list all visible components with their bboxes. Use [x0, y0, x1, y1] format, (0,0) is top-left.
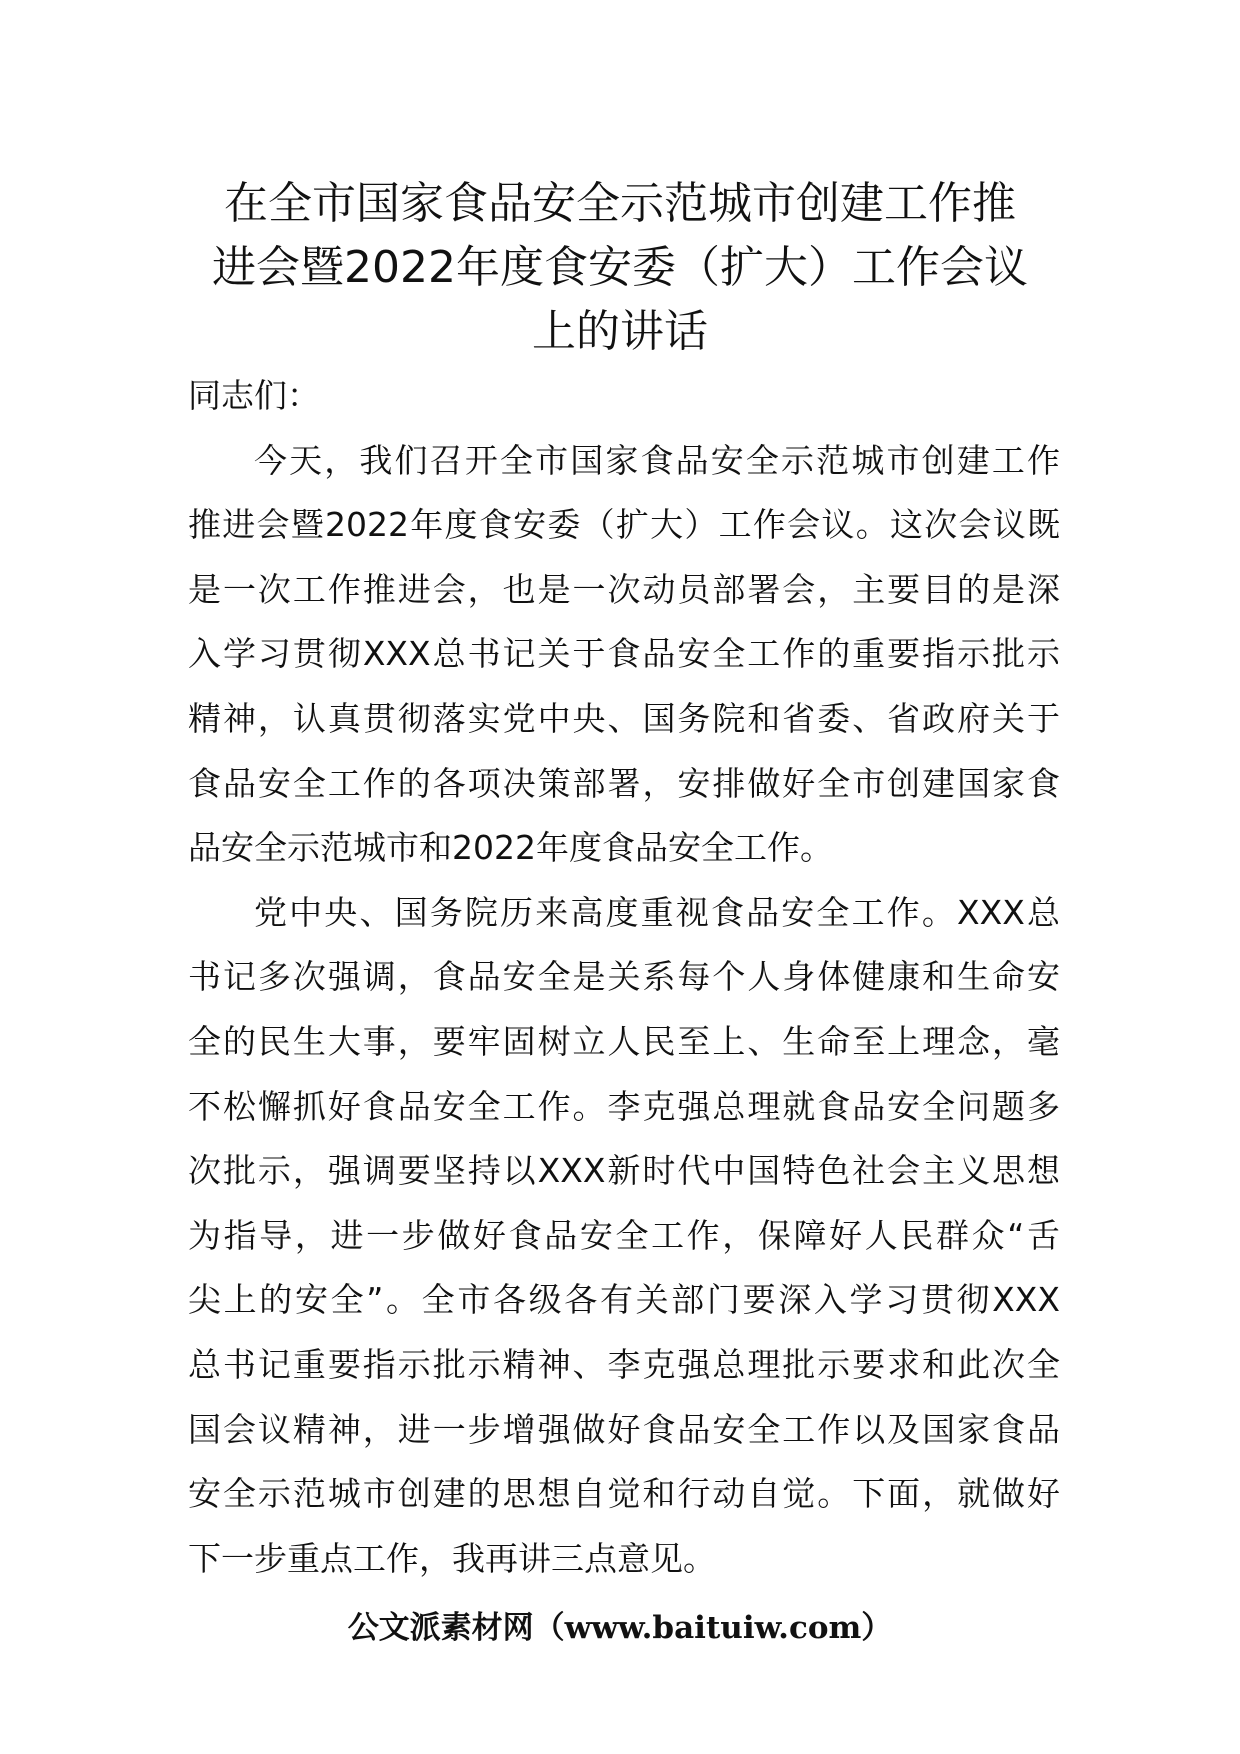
paragraph-line: 入学习贯彻XXX总书记关于食品安全工作的重要指示批示: [188, 634, 1060, 674]
salutation: 同志们：: [188, 376, 320, 415]
paragraph-line: 国会议精神，进一步增强做好食品安全工作以及国家食品: [188, 1409, 1060, 1449]
paragraph-line: 下一步重点工作，我再讲三点意见。: [188, 1538, 716, 1578]
paragraph-line: 今天，我们召开全市国家食品安全示范城市创建工作: [254, 440, 1060, 480]
title-line-2: 进会暨2022年度食安委（扩大）工作会议: [212, 242, 1028, 293]
paragraph-line: 品安全示范城市和2022年度食品安全工作。: [188, 828, 833, 868]
footer-watermark: 公文派素材网（www.baituiw.com）: [347, 1610, 893, 1646]
paragraph-line: 党中央、国务院历来高度重视食品安全工作。XXX总: [254, 892, 1060, 932]
paragraph-line: 推进会暨2022年度食安委（扩大）工作会议。这次会议既: [188, 505, 1060, 545]
paragraph-line: 是一次工作推进会，也是一次动员部署会，主要目的是深: [188, 569, 1060, 609]
document-body: [188, 364, 1060, 1591]
paragraph-line: 安全示范城市创建的思想自觉和行动自觉。下面，就做好: [188, 1474, 1060, 1514]
paragraph-1: [188, 429, 1060, 881]
document-title: [170, 172, 1070, 364]
paragraph-line: 书记多次强调，食品安全是关系每个人身体健康和生命安: [188, 957, 1060, 997]
paragraph-line: 食品安全工作的各项决策部署，安排做好全市创建国家食: [188, 763, 1060, 803]
paragraph-2: [188, 881, 1060, 1592]
paragraph-line: 次批示，强调要坚持以XXX新时代中国特色社会主义思想: [188, 1151, 1060, 1191]
paragraph-line: 总书记重要指示批示精神、李克强总理批示要求和此次全: [188, 1344, 1060, 1384]
paragraph-line: 精神，认真贯彻落实党中央、国务院和省委、省政府关于: [188, 698, 1060, 738]
paragraph-line: 尖上的安全”。全市各级各有关部门要深入学习贯彻XXX: [188, 1280, 1060, 1320]
title-line-1: 在全市国家食品安全示范城市创建工作推: [224, 178, 1016, 229]
title-line-3: 上的讲话: [532, 306, 708, 357]
paragraph-line: 全的民生大事，要牢固树立人民至上、生命至上理念，毫: [188, 1021, 1060, 1061]
paragraph-line: 不松懈抓好食品安全工作。李克强总理就食品安全问题多: [188, 1086, 1060, 1126]
paragraph-line: 为指导，进一步做好食品安全工作，保障好人民群众“舌: [188, 1215, 1060, 1255]
